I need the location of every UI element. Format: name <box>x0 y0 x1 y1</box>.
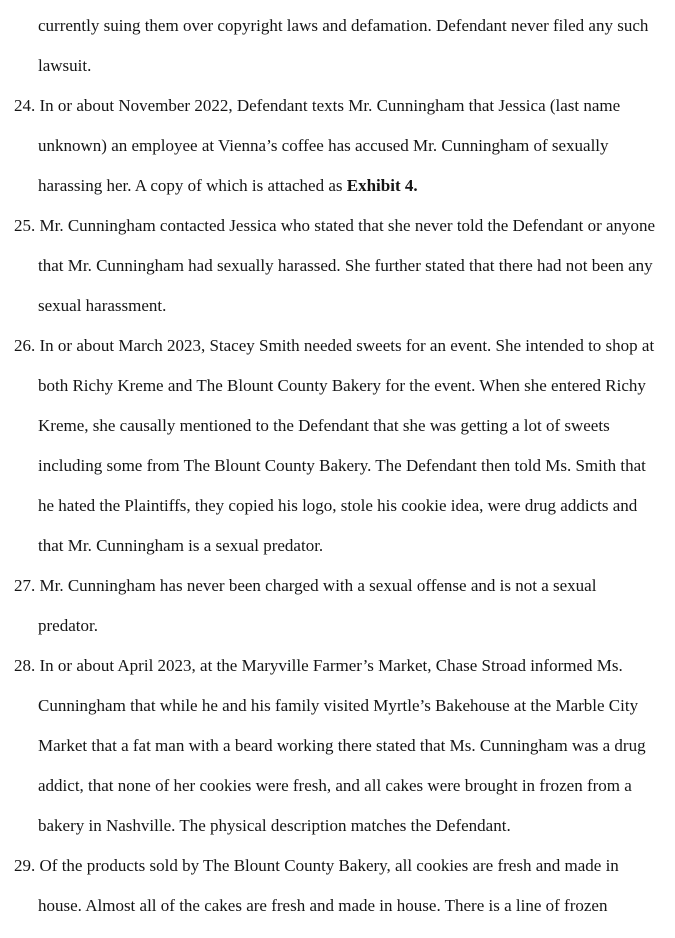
paragraph-27 <box>14 566 659 646</box>
paragraph-number: 29. <box>14 856 36 875</box>
paragraph-text: Mr. Cunningham contacted Jessica who stated that she never told the Defendant or anyone that Mr. Cunningham had sexually harassed. She further stated that there had not been any sexual harassment. <box>38 216 656 315</box>
paragraph-text: In or about March 2023, Stacey Smith needed sweets for an event. She intended to shop at both Richy Kreme and The Blount County Bakery for the event. When she entered Richy Kreme, she causally mentioned to the Defendant that she was getting a lot of sweets including some from The Blount County Bakery. The Defendant then told Ms. Smith that he hated the Plaintiffs, they copied his logo, stole his cookie idea, were drug addicts and that Mr. Cunningham is a sexual predator. <box>38 336 655 555</box>
paragraph-28 <box>14 646 659 846</box>
paragraph-number: 26. <box>14 336 36 355</box>
paragraph-number: 27. <box>14 576 36 595</box>
continuation-paragraph <box>38 6 659 86</box>
paragraph-26 <box>14 326 659 566</box>
paragraph-text: In or about November 2022, Defendant texts Mr. Cunningham that Jessica (last name unknown) an employee at Vienna’s coffee has accused Mr. Cunningham of sexually harassing her. A copy of which is attached as <box>38 96 621 195</box>
paragraph-24 <box>14 86 659 206</box>
paragraph-text: Of the products sold by The Blount County Bakery, all cookies are fresh and made in house. Almost all of the cakes are fresh and made in house. There is a line of frozen <box>38 856 619 915</box>
paragraph-number: 25. <box>14 216 36 235</box>
paragraph-text: currently suing them over copyright laws and defamation. Defendant never filed any such lawsuit. <box>38 16 649 75</box>
paragraph-number: 28. <box>14 656 36 675</box>
paragraph-text: Mr. Cunningham has never been charged with a sexual offense and is not a sexual predator. <box>38 576 597 635</box>
exhibit-reference: Exhibit 4. <box>346 176 418 195</box>
paragraph-25 <box>14 206 659 326</box>
paragraph-text: In or about April 2023, at the Maryville Farmer’s Market, Chase Stroad informed Ms. Cunningham that while he and his family visited Myrtle’s Bakehouse at the Marble City Market that a fat man with a beard working there stated that Ms. Cunningham was a drug addict, that none of her cookies were fresh, and all cakes were brought in frozen from a bakery in Nashville. The physical description matches the Defendant. <box>38 656 646 835</box>
paragraph-number: 24. <box>14 96 36 115</box>
paragraph-29 <box>14 846 659 926</box>
